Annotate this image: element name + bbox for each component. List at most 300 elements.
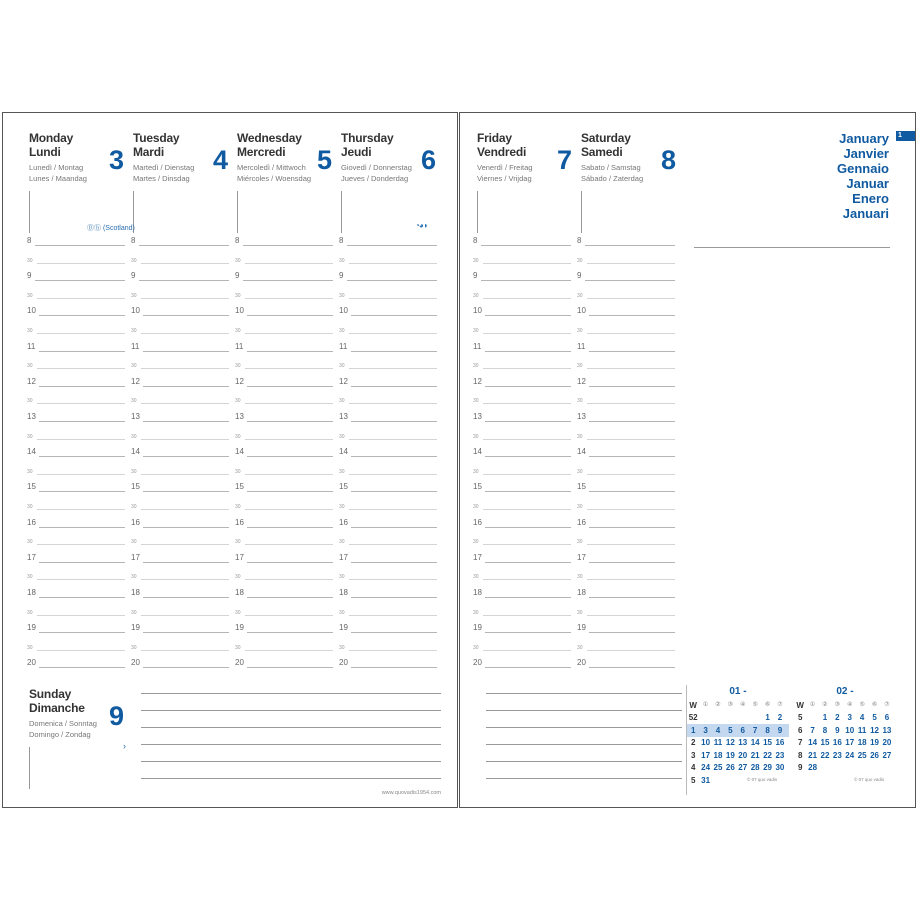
hour-row[interactable] — [473, 588, 571, 598]
half-hour-row[interactable] — [27, 292, 125, 299]
hour-label: 10 — [131, 306, 140, 316]
hour-row[interactable] — [27, 517, 125, 528]
calendar-day[interactable]: 7 — [810, 725, 815, 735]
half-hour-row[interactable] — [473, 468, 571, 475]
half-hour-row[interactable] — [339, 292, 437, 299]
half-hour-label: 30 — [235, 292, 241, 299]
half-hour-row[interactable] — [339, 363, 437, 370]
half-hour-rule — [587, 403, 675, 404]
half-hour-row[interactable] — [577, 433, 675, 440]
hour-row[interactable] — [27, 306, 125, 316]
half-hour-label: 30 — [577, 398, 583, 405]
notes-rule — [694, 247, 890, 248]
half-hour-row[interactable] — [131, 292, 229, 299]
note-line[interactable] — [486, 693, 682, 694]
note-line[interactable] — [486, 744, 682, 745]
hour-row[interactable] — [473, 306, 571, 316]
hour-label: 16 — [473, 517, 482, 527]
hour-row[interactable] — [339, 341, 437, 352]
hour-row[interactable] — [339, 376, 437, 387]
footer-url[interactable]: www.quovadis1954.com — [381, 790, 441, 796]
half-hour-row[interactable] — [473, 363, 571, 370]
half-hour-rule — [349, 650, 437, 651]
hour-row[interactable] — [473, 376, 571, 387]
hour-rule — [247, 351, 333, 352]
hour-label: 19 — [235, 623, 244, 633]
hour-row[interactable] — [577, 412, 675, 422]
half-hour-row[interactable] — [577, 644, 675, 651]
hour-row[interactable] — [577, 658, 675, 668]
half-hour-rule — [483, 298, 571, 299]
half-hour-row[interactable] — [473, 398, 571, 405]
calendar-day[interactable]: 7 — [752, 725, 758, 735]
calendar-day[interactable]: 16 — [775, 738, 785, 748]
calendar-day[interactable]: 18 — [857, 738, 867, 748]
half-hour-rule — [483, 509, 571, 510]
hour-row[interactable] — [131, 236, 229, 246]
hour-row[interactable] — [577, 588, 675, 598]
calendar-day[interactable]: 25 — [857, 750, 867, 760]
sunday-note-line[interactable] — [141, 778, 441, 779]
half-hour-row[interactable] — [235, 257, 333, 264]
hour-label: 10 — [339, 306, 348, 316]
half-hour-row[interactable] — [339, 609, 437, 616]
hour-row[interactable] — [235, 588, 333, 598]
note-line[interactable] — [486, 778, 682, 779]
half-hour-row[interactable] — [339, 644, 437, 651]
sunday-note-line[interactable] — [141, 761, 441, 762]
half-hour-row[interactable] — [473, 609, 571, 616]
day-header — [29, 131, 133, 184]
hour-row[interactable] — [339, 412, 437, 422]
hour-rule — [143, 667, 229, 668]
hour-label: 12 — [235, 376, 244, 386]
translation-line: Jueves / Donderdag — [341, 174, 409, 183]
weekday-label: ① — [702, 701, 709, 708]
hour-row[interactable] — [131, 623, 229, 633]
hour-row[interactable] — [131, 588, 229, 598]
hour-row[interactable] — [131, 517, 229, 528]
half-hour-row[interactable] — [131, 644, 229, 651]
hour-row[interactable] — [339, 271, 437, 281]
calendar-day[interactable]: 4 — [859, 713, 865, 723]
half-hour-rule — [245, 579, 333, 580]
hour-row[interactable] — [473, 412, 571, 422]
calendar-day[interactable]: 27 — [882, 750, 892, 760]
calendar-day[interactable]: 10 — [845, 725, 855, 735]
hour-label: 8 — [473, 236, 478, 245]
hour-row[interactable] — [577, 482, 675, 492]
calendar-day[interactable]: 14 — [750, 738, 760, 748]
hour-row[interactable] — [131, 447, 229, 457]
calendar-day[interactable]: 29 — [763, 763, 772, 773]
hour-row[interactable] — [473, 482, 571, 492]
hour-label: 19 — [339, 623, 348, 633]
half-hour-row[interactable] — [473, 574, 571, 581]
hour-row[interactable] — [27, 552, 125, 563]
half-hour-row[interactable] — [339, 433, 437, 440]
half-hour-label: 30 — [577, 363, 583, 370]
hour-row[interactable] — [235, 271, 333, 281]
hour-row[interactable] — [27, 376, 125, 387]
hour-rule — [143, 491, 229, 492]
hour-row[interactable] — [27, 447, 125, 457]
hour-row[interactable] — [27, 482, 125, 492]
hour-row[interactable] — [131, 412, 229, 422]
hour-row[interactable] — [339, 623, 437, 633]
calendar-day[interactable]: 23 — [775, 750, 785, 760]
sunday-note-line[interactable] — [141, 710, 441, 711]
hour-row[interactable] — [577, 306, 675, 316]
hour-rule — [143, 386, 229, 387]
hour-row[interactable] — [339, 552, 437, 563]
calendar-day[interactable]: 21 — [808, 750, 818, 760]
hour-row[interactable] — [235, 376, 333, 387]
half-hour-row[interactable] — [131, 398, 229, 405]
hour-row[interactable] — [577, 552, 675, 563]
hour-row[interactable] — [473, 236, 571, 246]
calendar-week-row — [687, 724, 789, 737]
hour-rule — [247, 315, 333, 316]
calendar-day[interactable]: 24 — [701, 763, 711, 773]
half-hour-row[interactable] — [27, 539, 125, 546]
hour-label: 18 — [235, 588, 244, 597]
hour-row[interactable] — [339, 306, 437, 316]
hour-row[interactable] — [339, 482, 437, 492]
half-hour-row[interactable] — [27, 433, 125, 440]
hour-row[interactable] — [27, 412, 125, 422]
hour-row[interactable] — [27, 623, 125, 633]
half-hour-row[interactable] — [27, 468, 125, 475]
half-hour-row[interactable] — [235, 292, 333, 299]
note-line[interactable] — [486, 727, 682, 728]
half-hour-rule — [245, 650, 333, 651]
hour-row[interactable] — [131, 552, 229, 563]
half-hour-row[interactable] — [235, 609, 333, 616]
half-hour-row[interactable] — [339, 539, 437, 546]
hour-row[interactable] — [131, 482, 229, 492]
calendar-day[interactable]: 19 — [725, 750, 735, 760]
calendar-day[interactable]: 15 — [820, 738, 830, 748]
half-hour-label: 30 — [473, 574, 479, 581]
hour-row[interactable] — [577, 623, 675, 633]
hour-rule — [39, 667, 125, 668]
half-hour-row[interactable] — [131, 257, 229, 264]
half-hour-row[interactable] — [131, 468, 229, 475]
hour-rule — [351, 315, 437, 316]
calendar-day[interactable]: 15 — [763, 738, 772, 748]
weekday-label: ③ — [727, 701, 734, 708]
half-hour-row[interactable] — [339, 468, 437, 475]
calendar-day[interactable]: 20 — [738, 750, 748, 760]
hour-row[interactable] — [577, 271, 675, 281]
half-hour-row[interactable] — [131, 433, 229, 440]
calendar-day[interactable]: 9 — [835, 725, 840, 735]
hour-rule — [39, 456, 125, 457]
note-line[interactable] — [486, 710, 682, 711]
hour-row[interactable] — [339, 517, 437, 528]
calendar-header-row — [687, 699, 789, 712]
half-hour-row[interactable] — [473, 292, 571, 299]
half-hour-row[interactable] — [27, 328, 125, 334]
half-hour-row[interactable] — [473, 433, 571, 440]
hour-label: 17 — [473, 552, 482, 562]
half-hour-row[interactable] — [577, 539, 675, 546]
half-hour-row[interactable] — [235, 539, 333, 546]
half-hour-row[interactable] — [473, 504, 571, 510]
half-hour-row[interactable] — [235, 363, 333, 370]
hour-row[interactable] — [473, 341, 571, 352]
hour-row[interactable] — [131, 658, 229, 668]
calendar-day[interactable]: 8 — [822, 725, 828, 735]
half-hour-label: 30 — [27, 644, 33, 651]
month-tab[interactable]: 1 — [896, 131, 915, 141]
calendar-day[interactable]: 12 — [870, 725, 879, 735]
calendar-day[interactable]: 6 — [740, 725, 745, 735]
half-hour-label: 30 — [235, 433, 241, 440]
hour-row[interactable] — [339, 236, 437, 246]
calendar-day[interactable]: 9 — [777, 725, 783, 735]
calendar-day[interactable]: 22 — [763, 750, 772, 760]
calendar-day[interactable]: 10 — [701, 738, 711, 748]
calendar-day[interactable]: 19 — [870, 738, 879, 748]
half-hour-row[interactable] — [473, 539, 571, 546]
calendar-day[interactable]: 17 — [845, 738, 855, 748]
half-hour-label: 30 — [577, 468, 583, 475]
half-hour-row[interactable] — [473, 644, 571, 651]
hour-rule — [39, 527, 125, 528]
hour-row[interactable] — [131, 376, 229, 387]
day-name-en: Saturday — [581, 131, 631, 145]
half-hour-row[interactable] — [131, 363, 229, 370]
calendar-day[interactable]: 24 — [845, 750, 855, 760]
half-hour-row[interactable] — [131, 504, 229, 510]
note-line[interactable] — [486, 761, 682, 762]
half-hour-row[interactable] — [577, 468, 675, 475]
calendar-day[interactable]: 28 — [808, 763, 818, 773]
half-hour-row[interactable] — [131, 539, 229, 546]
hour-row[interactable] — [235, 341, 333, 352]
hour-row[interactable] — [235, 552, 333, 563]
hour-rule — [351, 562, 437, 563]
calendar-day[interactable]: 4 — [715, 725, 721, 735]
weekday-label: ⑤ — [752, 701, 758, 708]
hour-row[interactable] — [235, 412, 333, 422]
half-hour-label: 30 — [339, 609, 345, 616]
half-hour-row[interactable] — [131, 574, 229, 581]
calendar-day[interactable]: 13 — [882, 725, 892, 735]
half-hour-row[interactable] — [577, 398, 675, 405]
calendar-day[interactable]: 3 — [847, 713, 852, 723]
hour-row[interactable] — [473, 658, 571, 668]
calendar-day[interactable]: 27 — [738, 763, 748, 773]
hour-rule — [589, 315, 675, 316]
calendar-day[interactable]: 1 — [822, 713, 828, 723]
hour-rule — [481, 245, 571, 246]
hour-row[interactable] — [339, 447, 437, 457]
hour-row[interactable] — [473, 517, 571, 528]
hour-row[interactable] — [27, 658, 125, 668]
half-hour-label: 30 — [473, 609, 479, 616]
calendar-day[interactable]: 2 — [835, 713, 840, 723]
half-hour-label: 30 — [131, 257, 137, 264]
half-hour-row[interactable] — [577, 609, 675, 616]
hour-row[interactable] — [577, 376, 675, 387]
half-hour-row[interactable] — [235, 468, 333, 475]
half-hour-row[interactable] — [339, 257, 437, 264]
half-hour-row[interactable] — [577, 257, 675, 264]
sunday-note-line[interactable] — [141, 744, 441, 745]
half-hour-rule — [587, 509, 675, 510]
calendar-day[interactable]: 22 — [820, 750, 830, 760]
half-hour-row[interactable] — [473, 328, 571, 334]
hour-row[interactable] — [235, 447, 333, 457]
calendar-day[interactable]: 30 — [775, 763, 785, 773]
note-divider — [29, 747, 30, 789]
half-hour-rule — [349, 474, 437, 475]
calendar-day[interactable]: 28 — [750, 763, 760, 773]
hour-row[interactable] — [27, 588, 125, 598]
half-hour-row[interactable] — [27, 504, 125, 510]
sunday-note-line[interactable] — [141, 693, 441, 694]
calendar-day[interactable]: 25 — [713, 763, 723, 773]
half-hour-rule — [483, 403, 571, 404]
calendar-day[interactable]: 3 — [703, 725, 708, 735]
hour-row[interactable] — [235, 482, 333, 492]
half-hour-label: 30 — [577, 539, 583, 546]
calendar-day[interactable]: 26 — [725, 763, 735, 773]
calendar-day[interactable]: 13 — [738, 738, 748, 748]
day-name-en: Thursday — [341, 131, 394, 145]
half-hour-row[interactable] — [577, 292, 675, 299]
half-hour-label: 30 — [27, 257, 33, 264]
hour-row[interactable] — [473, 623, 571, 633]
half-hour-label: 30 — [577, 257, 583, 264]
hour-row[interactable] — [473, 271, 571, 281]
hour-row[interactable] — [235, 517, 333, 528]
hour-row[interactable] — [131, 306, 229, 316]
hour-label: 11 — [339, 341, 348, 351]
hour-row[interactable] — [577, 236, 675, 246]
half-hour-row[interactable] — [577, 504, 675, 510]
hour-label: 18 — [27, 588, 36, 597]
hour-row[interactable] — [577, 517, 675, 528]
hour-rule — [351, 456, 437, 457]
half-hour-row[interactable] — [473, 257, 571, 264]
half-hour-row[interactable] — [27, 257, 125, 264]
hour-rule — [485, 597, 571, 598]
hour-row[interactable] — [577, 341, 675, 352]
half-hour-rule — [349, 544, 437, 545]
half-hour-row[interactable] — [235, 504, 333, 510]
hour-row[interactable] — [235, 236, 333, 246]
half-hour-row[interactable] — [235, 574, 333, 581]
hour-label: 13 — [339, 412, 348, 421]
half-hour-row[interactable] — [27, 644, 125, 651]
hour-row[interactable] — [235, 658, 333, 668]
half-hour-rule — [141, 474, 229, 475]
hour-row[interactable] — [339, 588, 437, 598]
hour-row[interactable] — [27, 236, 125, 246]
calendar-day[interactable]: 2 — [777, 713, 783, 723]
hour-row[interactable] — [235, 623, 333, 633]
half-hour-row[interactable] — [131, 328, 229, 334]
half-hour-row[interactable] — [235, 433, 333, 440]
calendar-day[interactable]: 8 — [765, 725, 770, 735]
half-hour-row[interactable] — [235, 328, 333, 334]
calendar-day[interactable]: 1 — [765, 713, 770, 723]
half-hour-label: 30 — [339, 292, 345, 299]
calendar-day[interactable]: 12 — [725, 738, 735, 748]
calendar-day[interactable]: 23 — [832, 750, 842, 760]
hour-row[interactable] — [473, 552, 571, 563]
half-hour-row[interactable] — [339, 504, 437, 510]
calendar-day[interactable]: 11 — [713, 738, 723, 748]
calendar-day[interactable]: 18 — [713, 750, 723, 760]
calendar-week-row — [687, 737, 789, 750]
calendar-day[interactable]: 20 — [882, 738, 892, 748]
half-hour-label: 30 — [27, 398, 33, 405]
hour-row[interactable] — [339, 658, 437, 668]
hour-row[interactable] — [235, 306, 333, 316]
half-hour-row[interactable] — [27, 609, 125, 616]
half-hour-row[interactable] — [339, 398, 437, 405]
calendar-day[interactable]: 6 — [884, 713, 890, 723]
half-hour-row[interactable] — [27, 574, 125, 581]
half-hour-row[interactable] — [235, 398, 333, 405]
hour-row[interactable] — [27, 341, 125, 352]
hour-label: 16 — [577, 517, 586, 527]
hour-row[interactable] — [473, 447, 571, 457]
hour-row[interactable] — [131, 271, 229, 281]
weekday-label: ① — [809, 701, 816, 708]
calendar-day[interactable]: 26 — [870, 750, 879, 760]
hour-row[interactable] — [577, 447, 675, 457]
calendar-day[interactable]: 17 — [701, 750, 711, 760]
hour-label: 15 — [131, 482, 140, 492]
day-name-fr: Mardi — [133, 145, 165, 159]
half-hour-rule — [37, 403, 125, 404]
half-hour-row[interactable] — [339, 574, 437, 581]
calendar-day[interactable]: 16 — [832, 738, 842, 748]
calendar-day[interactable]: 14 — [808, 738, 818, 748]
calendar-day[interactable]: 21 — [750, 750, 760, 760]
half-hour-row[interactable] — [577, 574, 675, 581]
translation-line: Viernes / Vrijdag — [477, 174, 532, 183]
calendar-day[interactable]: 31 — [701, 775, 711, 785]
half-hour-row[interactable] — [27, 363, 125, 370]
half-hour-row[interactable] — [131, 609, 229, 616]
half-hour-label: 30 — [131, 398, 137, 405]
half-hour-row[interactable] — [339, 328, 437, 334]
day-name-en: Wednesday — [237, 131, 302, 145]
half-hour-rule — [141, 368, 229, 369]
sunday-note-line[interactable] — [141, 727, 441, 728]
half-hour-row[interactable] — [235, 644, 333, 651]
half-hour-row[interactable] — [27, 398, 125, 405]
calendar-day[interactable]: 5 — [728, 725, 733, 735]
half-hour-row[interactable] — [577, 328, 675, 334]
hour-row[interactable] — [27, 271, 125, 281]
half-hour-label: 30 — [473, 539, 479, 546]
half-hour-row[interactable] — [577, 363, 675, 370]
calendar-day[interactable]: 11 — [857, 725, 867, 735]
hour-rule — [247, 491, 333, 492]
half-hour-rule — [245, 474, 333, 475]
calendar-day[interactable]: 5 — [872, 713, 877, 723]
hour-row[interactable] — [131, 341, 229, 352]
weekday-label: ④ — [847, 701, 853, 708]
